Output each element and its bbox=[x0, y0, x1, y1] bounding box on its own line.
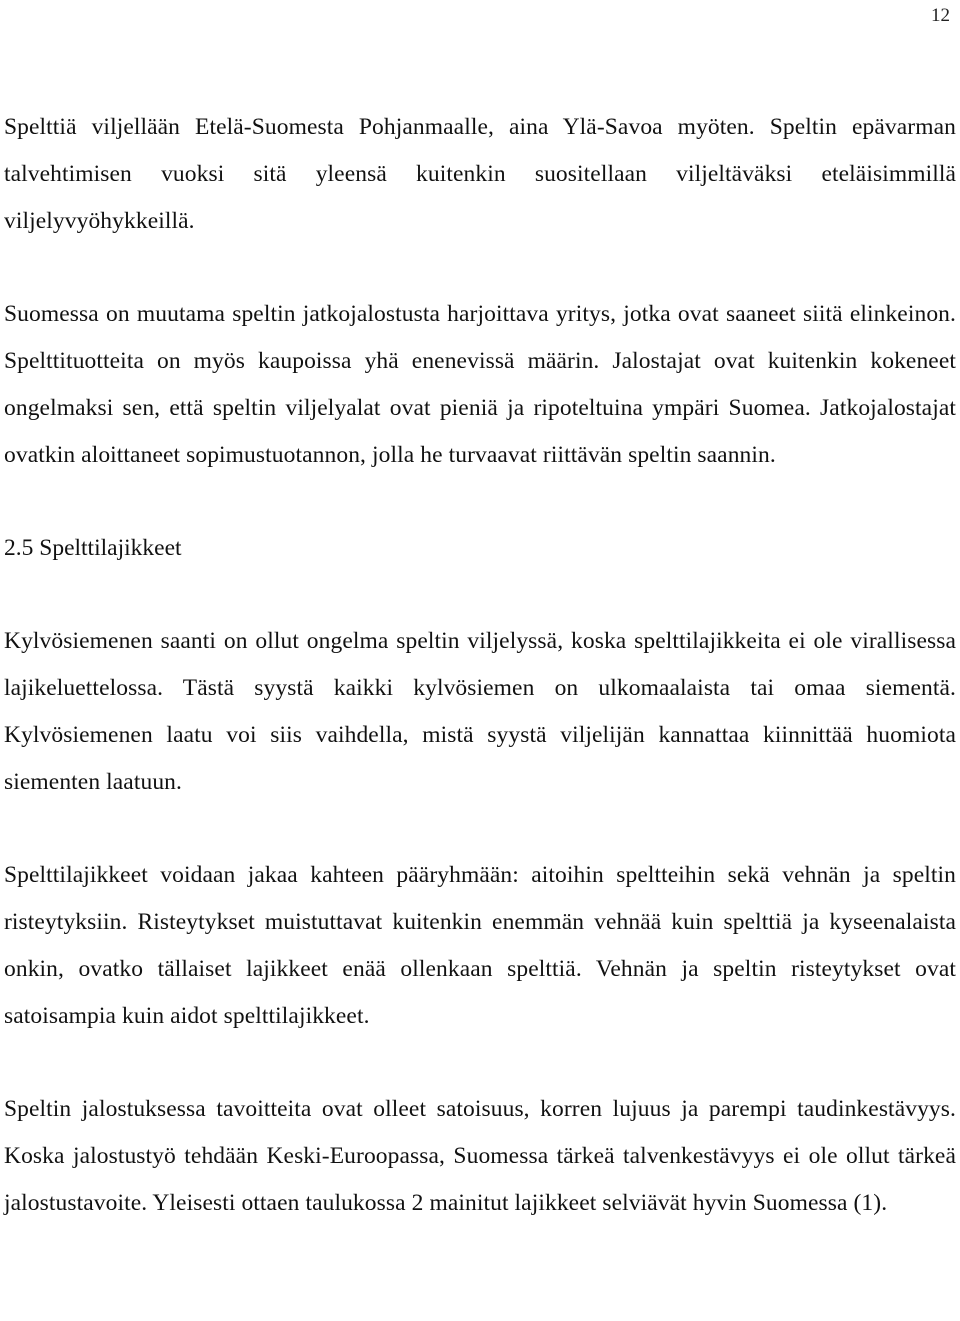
paragraph-spacer bbox=[4, 806, 956, 852]
paragraph-spacer bbox=[4, 245, 956, 291]
document-body bbox=[4, 104, 956, 1227]
paragraph-spacer bbox=[4, 479, 956, 525]
paragraph-jalostustavoitteet: Speltin jalostuksessa tavoitteita ovat olleet satoisuus, korren lujuus ja parempi taudinkestävyys. Koska jalostustyö tehdään Keski-Euroopassa, Suomessa tärkeä talvenkestävyys ei ole ollut tärkeä jalostustavoite. Yleisesti ottaen taulukossa 2 mainitut lajikkeet selviävät hyvin Suomessa (1). bbox=[4, 1096, 956, 1216]
paragraph-jatkojalostus: Suomessa on muutama speltin jatkojalostusta harjoittava yritys, jotka ovat saaneet siitä elinkeinon. Spelttituotteita on myös kaupoissa yhä enenevissä määrin. Jalostajat ovat kuitenkin kokeneet ongelmaksi sen, että speltin viljelyalat ovat pieniä ja ripoteltuina ympäri Suomea. Jatkojalostajat ovatkin aloittaneet sopimustuotannon, jolla he turvaavat riittävän speltin saannin. bbox=[4, 301, 956, 468]
paragraph-speltin-viljelyalue: Spelttiä viljellään Etelä-Suomesta Pohjanmaalle, aina Ylä-Savoa myöten. Speltin epävarman talvehtimisen vuoksi sitä yleensä kuitenkin suositellaan viljeltäväksi eteläisimmillä viljelyvyöhykkeillä. bbox=[4, 114, 956, 234]
paragraph-kylvosiemen: Kylvösiemenen saanti on ollut ongelma speltin viljelyssä, koska spelttilajikkeita ei ole virallisessa lajikeluettelossa. Tästä syystä kaikki kylvösiemen on ulkomaalaista tai omaa siementä. Kylvösiemenen laatu voi siis vaihdella, mistä syystä viljelijän kannattaa kiinnittää huomiota siementen laatuun. bbox=[4, 628, 956, 795]
paragraph-spacer bbox=[4, 1040, 956, 1086]
paragraph-lajikeryhmat: Spelttilajikkeet voidaan jakaa kahteen pääryhmään: aitoihin speltteihin sekä vehnän ja speltin risteytyksiin. Risteytykset muistuttavat kuitenkin enemmän vehnää kuin spelttiä ja kyseenalaista onkin, ovatko tällaiset lajikkeet enää ollenkaan spelttiä. Vehnän ja speltin risteytykset ovat satoisampia kuin aidot spelttilajikkeet. bbox=[4, 862, 956, 1029]
paragraph-spacer bbox=[4, 572, 956, 618]
page-number: 12 bbox=[931, 5, 950, 26]
section-heading: 2.5 Spelttilajikkeet bbox=[4, 535, 182, 561]
